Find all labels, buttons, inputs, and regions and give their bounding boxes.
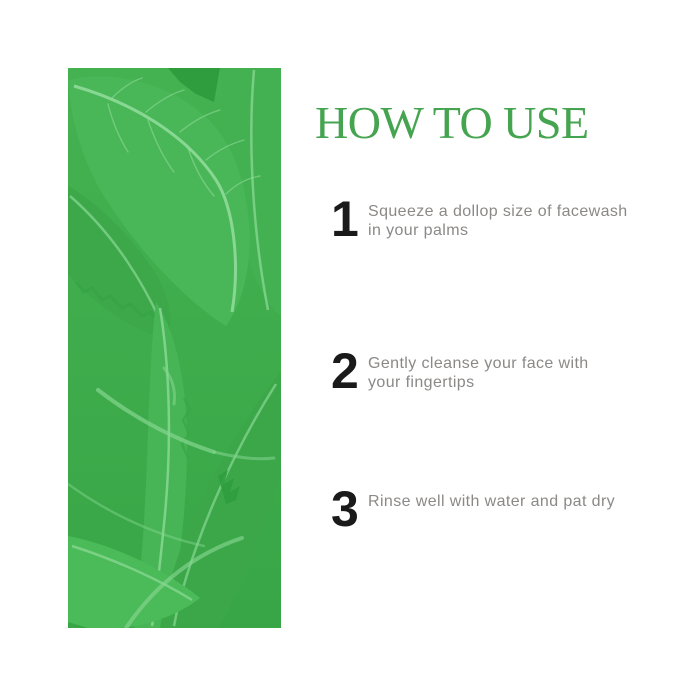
step-number-3: 3 [331, 481, 358, 537]
step-number-2: 2 [331, 343, 358, 399]
step-row-3 [331, 481, 616, 537]
step-text-line: in your palms [368, 222, 469, 239]
step-text-line: Gently cleanse your face with [368, 355, 589, 372]
step-text-line: your fingertips [368, 374, 475, 391]
page-title: HOW TO USE [315, 97, 589, 148]
step-text-line: Rinse well with water and pat dry [368, 493, 616, 510]
step-text-3 [368, 488, 615, 511]
step-number-1: 1 [331, 191, 358, 247]
step-row-1 [331, 191, 628, 247]
step-row-2 [331, 343, 589, 399]
neem-leaves-illustration [68, 68, 281, 628]
neem-leaves-image [68, 68, 281, 628]
step-text-line: Squeeze a dollop size of facewash [368, 203, 628, 220]
step-text-2 [368, 350, 589, 392]
step-text-1 [368, 198, 628, 240]
